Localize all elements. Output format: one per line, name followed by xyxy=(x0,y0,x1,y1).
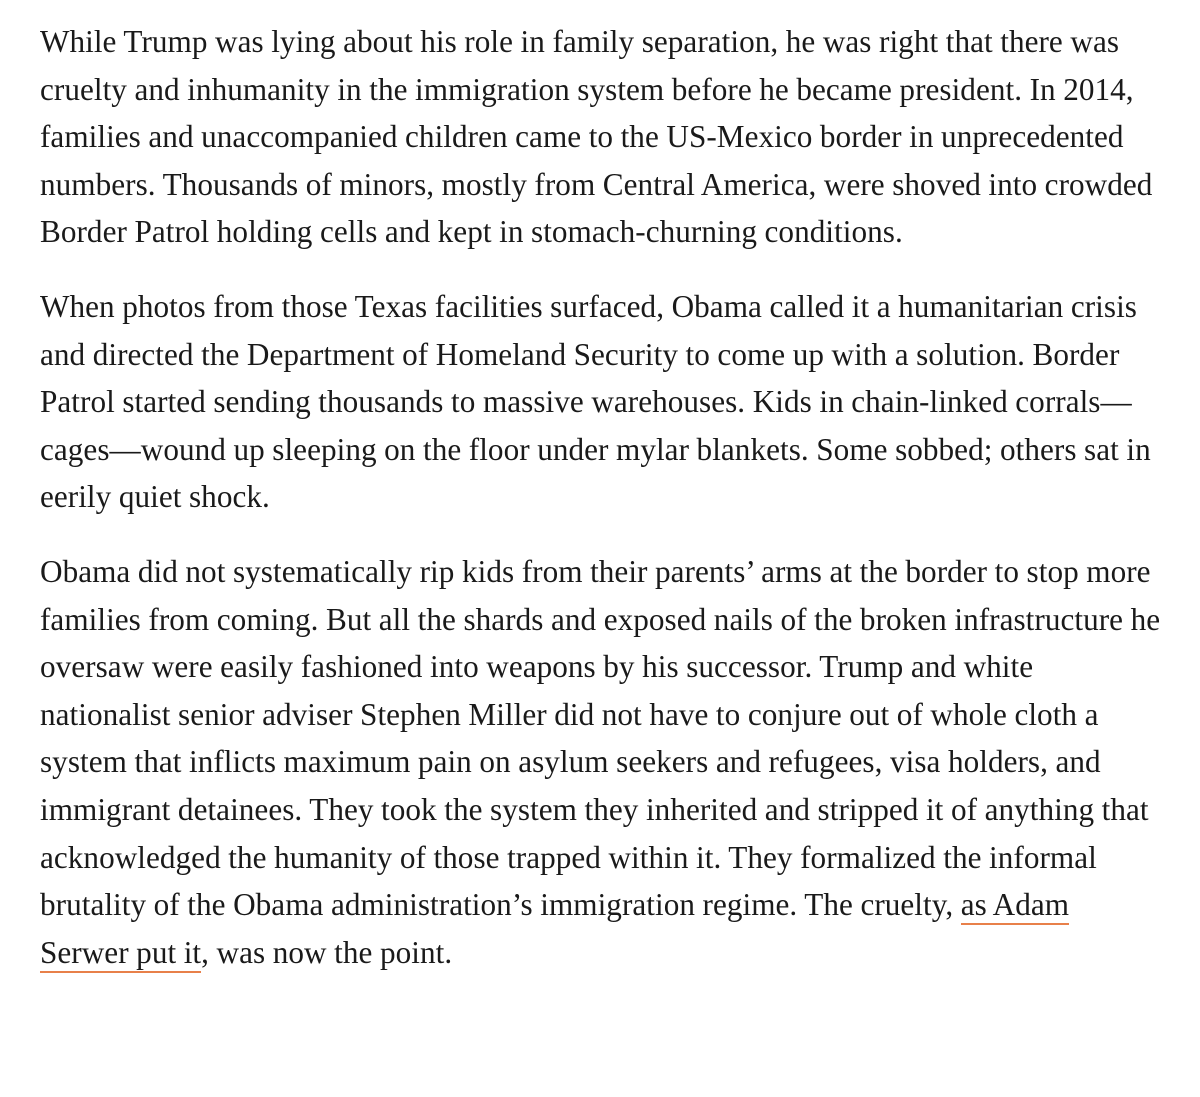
paragraph-3 xyxy=(40,548,1165,976)
paragraph-3-text-after-link: , was now the point. xyxy=(201,934,453,970)
article-body xyxy=(40,18,1165,976)
adam-serwer-link[interactable]: as Adam Serwer put it xyxy=(40,887,1069,973)
paragraph-2: When photos from those Texas facilities surfaced, Obama called it a humanitarian crisis and directed the Department of Homeland Security to come up with a solution. Border Patrol started sending thousands to massive warehouses. Kids in chain-linked corrals—cages—wound up sleeping on the floor under mylar blankets. Some sobbed; others sat in eerily quiet shock. xyxy=(40,288,1151,515)
paragraph-1: While Trump was lying about his role in family separation, he was right that there was cruelty and inhumanity in the immigration system before he became president. In 2014, families and unaccompanied children came to the US-Mexico border in unprecedented numbers. Thousands of minors, mostly from Central America, were shoved into crowded Border Patrol holding cells and kept in stomach-churning conditions. xyxy=(40,24,1153,250)
paragraph-3-text-before-link: Obama did not systematically rip kids from their parents’ arms at the border to stop more families from coming. But all the shards and exposed nails of the broken infrastructure he oversaw were easily fashioned into weapons by his successor. Trump and white nationalist senior adviser Stephen Miller did not have to conjure out of whole cloth a system that inflicts maximum pain on asylum seekers and refugees, visa holders, and immigrant detainees. They took the system they inherited and stripped it of anything that acknowledged the humanity of those trapped within it. They formalized the informal brutality of the Obama administration’s immigration regime. The cruelty, xyxy=(40,553,1161,923)
